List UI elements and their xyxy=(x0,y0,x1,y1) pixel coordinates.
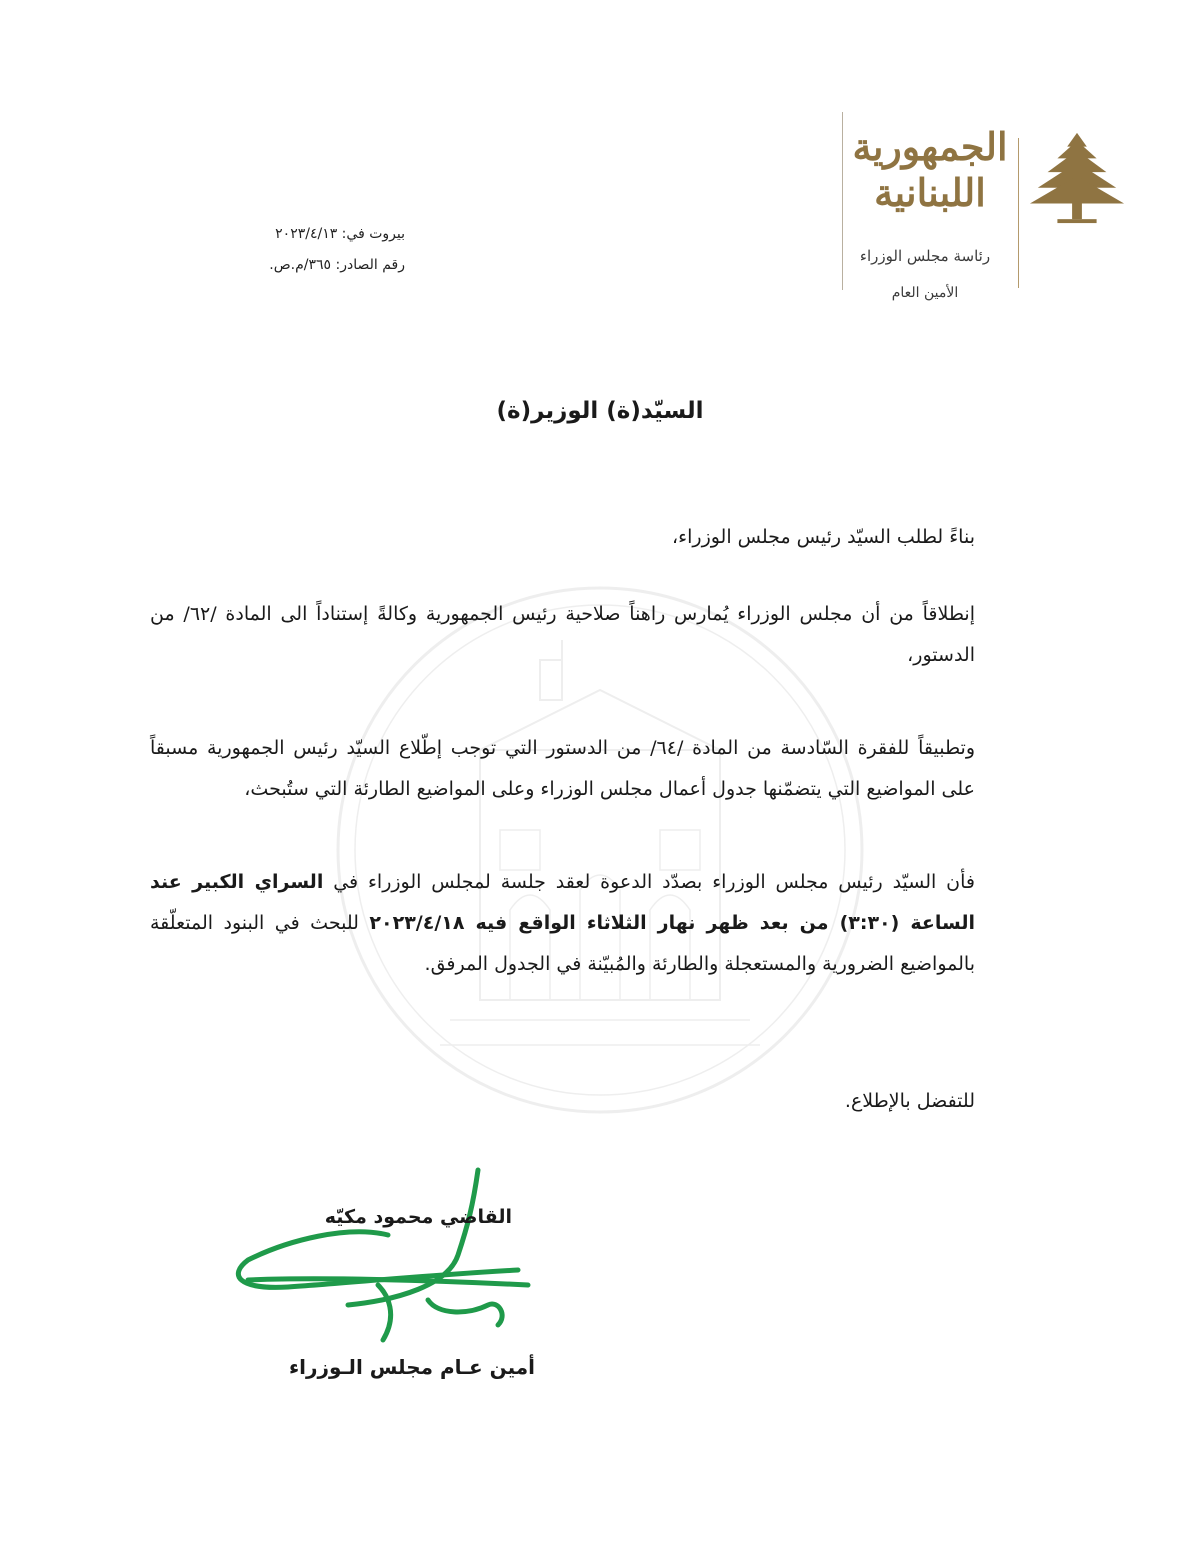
issue-date: بيروت في: ٢٠٢٣/٤/١٣ xyxy=(275,226,405,242)
closing-line: للتفضل بالإطلاع. xyxy=(844,1090,975,1112)
secretary-general-label: الأمين العام xyxy=(891,285,959,301)
republic-line-1: الجمهورية xyxy=(852,124,1008,169)
signer-name: القاضي محمود مكيّه xyxy=(324,1206,512,1228)
republic-title xyxy=(850,124,1010,216)
paragraph-article-62: إنطلاقاً من أن مجلس الوزراء يُمارس راهناً صلاحية رئيس الجمهورية وكالةً إستناداً الى المادة /٦٢/ من الدستور، xyxy=(150,603,975,666)
page-title: السيّد(ة) الوزير(ة) xyxy=(496,398,704,424)
cedar-icon xyxy=(1028,128,1126,228)
letterhead-divider xyxy=(1018,138,1019,288)
presidency-label: رئاسة مجلس الوزراء xyxy=(859,247,991,265)
reference-number: رقم الصادر: ٣٦٥/م.ص. xyxy=(269,257,405,273)
republic-line-2: اللبنانية xyxy=(874,170,986,215)
paragraph-article-64: وتطبيقاً للفقرة السّادسة من المادة /٦٤/ من الدستور التي توجب إطّلاع السيّد رئيس الجمهورية مسبقاً على المواضيع التي يتضمّنها جدول أعمال مجلس الوزراء وعلى المواضيع الطارئة التي ستُبحث، xyxy=(150,737,975,800)
session-text-a: فأن السيّد رئيس مجلس الوزراء بصدّد الدعوة لعقد جلسة لمجلس الوزراء في xyxy=(323,871,975,893)
paragraph-session-call xyxy=(150,862,975,985)
signer-title: أمين عـام مجلس الـوزراء xyxy=(288,1355,535,1379)
session-text-c: للبحث في البنود المتعلّقة بالمواضيع الضرورية والمستعجلة والطارئة والمُبيّنة في الجدول المرفق. xyxy=(150,912,975,975)
session-time-location: السراي الكبير عند الساعة (٣:٣٠) من بعد ظهر نهار الثلاثاء الواقع فيه ٢٠٢٣/٤/١٨ xyxy=(150,871,976,934)
paragraph-request: بناءً لطلب السيّد رئيس مجلس الوزراء، xyxy=(672,526,975,548)
signature-icon xyxy=(228,1165,548,1355)
